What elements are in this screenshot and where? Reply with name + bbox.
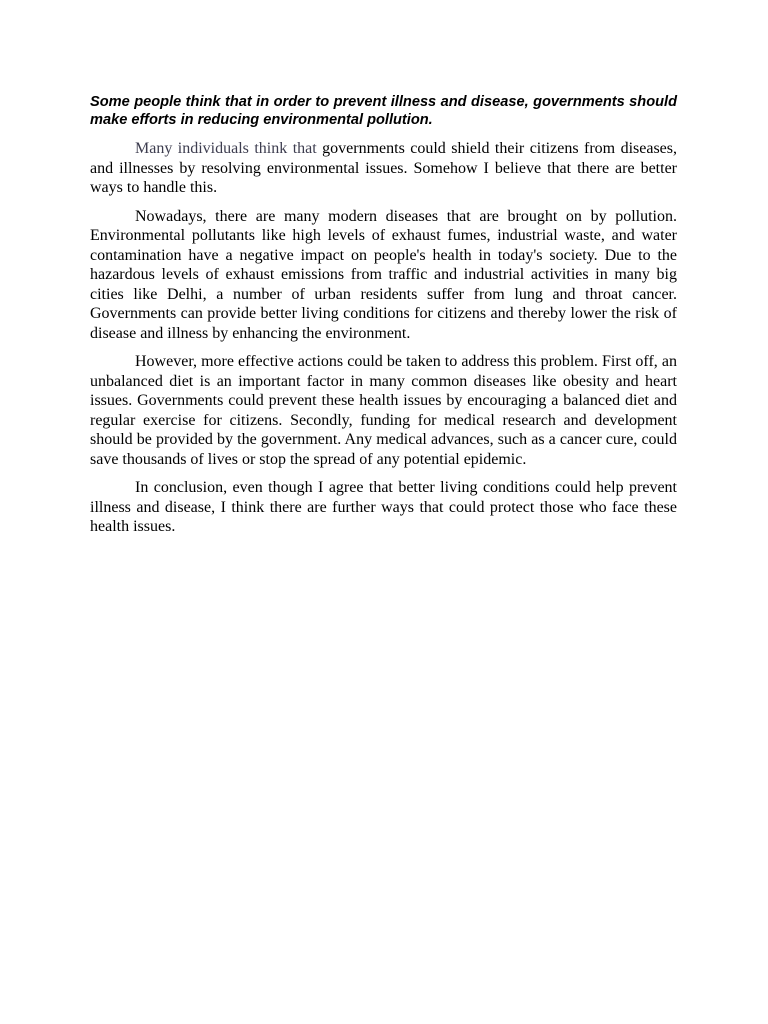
paragraph-body-2 — [90, 352, 677, 469]
essay-prompt: Some people think that in order to prevent illness and disease, governments should make efforts in reducing environmental pollution. — [90, 94, 677, 128]
paragraph-text: governments could shield their citizens from diseases, and illnesses by resolving environmental issues. Somehow I believe that there are better ways to handle this. — [90, 140, 677, 196]
paragraph-conclusion — [90, 478, 677, 537]
paragraph-lead-text: Many individuals think that — [135, 140, 317, 157]
paragraph-text: In conclusion, even though I agree that better living conditions could help prevent illness and disease, I think there are further ways that could protect those who face these health issues. — [90, 479, 677, 535]
document-body — [90, 94, 677, 546]
paragraph-introduction — [90, 139, 677, 198]
paragraph-text: However, more effective actions could be taken to address this problem. First off, an unbalanced diet is an important factor in many common diseases like obesity and heart issues. Governments could prevent these health issues by encouraging a balanced diet and regular exercise for citizens. Secondly, funding for medical research and development should be provided by the government. Any medical advances, such as a cancer cure, could save thousands of lives or stop the spread of any potential epidemic. — [90, 353, 677, 468]
paragraph-text: Nowadays, there are many modern diseases that are brought on by pollution. Environmental pollutants like high levels of exhaust fumes, industrial waste, and water contamination have a negative impact on people's health in today's society. Due to the hazardous levels of exhaust emissions from traffic and industrial activities in many big cities like Delhi, a number of urban residents suffer from lung and throat cancer. Governments can provide better living conditions for citizens and thereby lower the risk of disease and illness by enhancing the environment. — [90, 207, 677, 342]
paragraph-body-1 — [90, 207, 677, 344]
